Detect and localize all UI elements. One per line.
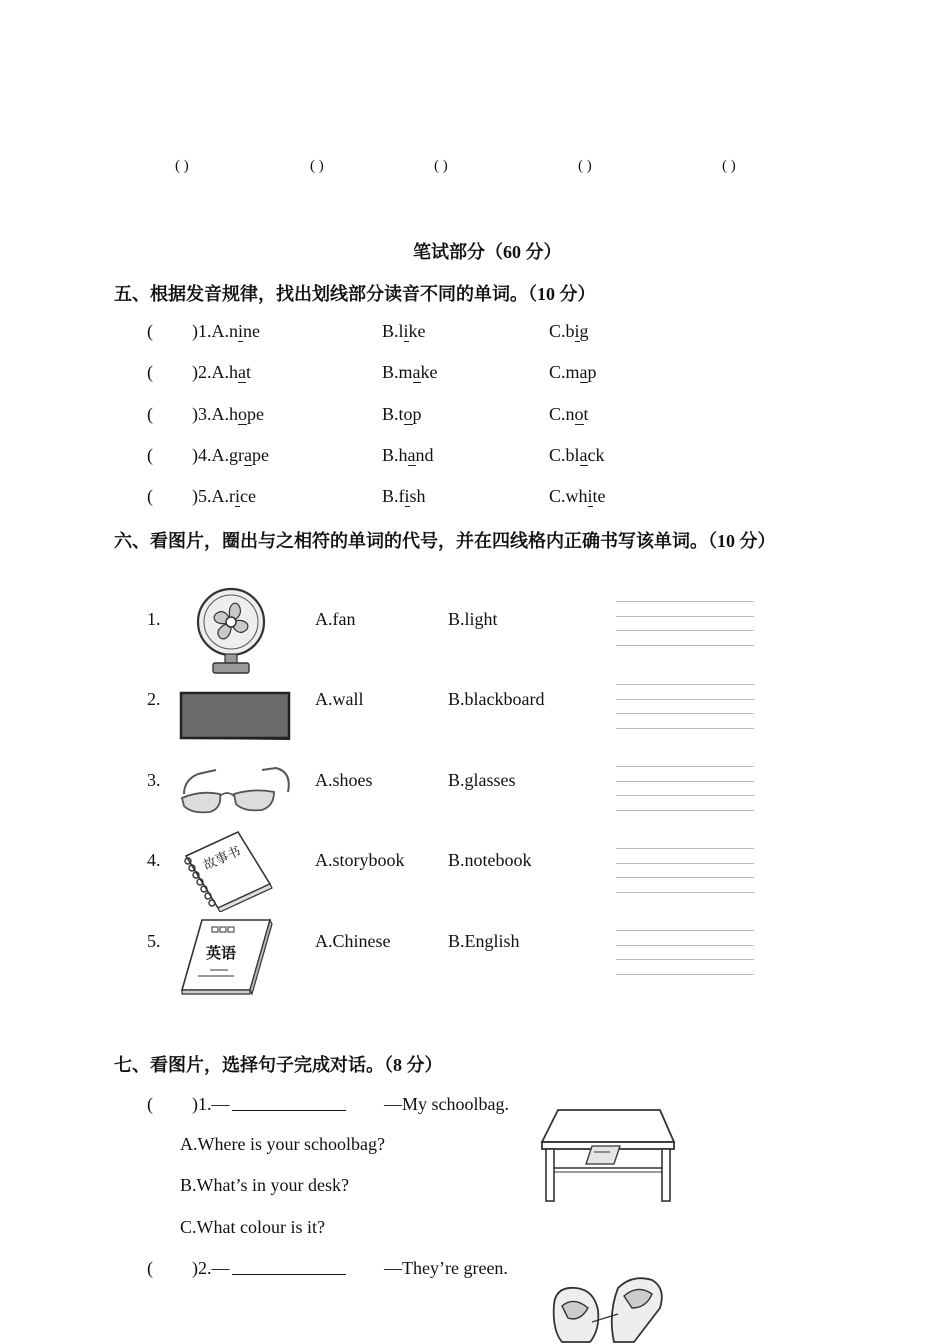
written-part-title: 笔试部分（60 分） bbox=[413, 242, 562, 262]
english-book-cover-text: 英语 bbox=[206, 944, 237, 962]
answer-bracket-4[interactable]: ( ) bbox=[578, 158, 592, 174]
option-b: B.fish bbox=[382, 486, 426, 506]
option-b[interactable]: B.notebook bbox=[448, 850, 532, 870]
option-b: B.top bbox=[382, 404, 422, 424]
four-line-grid[interactable] bbox=[616, 848, 754, 892]
option-a: )1.A.nine bbox=[192, 321, 261, 341]
answer-blank[interactable] bbox=[232, 1258, 346, 1280]
blackboard-picture bbox=[178, 690, 292, 742]
dialogue-response: —My schoolbag. bbox=[384, 1094, 509, 1114]
section6-title: 六、看图片，圈出与之相符的单词的代号，并在四线格内正确书写该单词。（10 分） bbox=[114, 531, 776, 551]
underlined-letter: a bbox=[407, 445, 416, 465]
underlined-letter: i bbox=[404, 486, 410, 506]
option-a: )3.A.hope bbox=[192, 404, 264, 424]
underlined-letter: o bbox=[238, 404, 247, 424]
underlined-letter: i bbox=[403, 321, 409, 341]
answer-paren[interactable]: ( bbox=[147, 404, 153, 424]
answer-bracket-5[interactable]: ( ) bbox=[722, 158, 736, 174]
answer-bracket-1[interactable]: ( ) bbox=[175, 158, 189, 174]
option-a[interactable]: A.Chinese bbox=[315, 931, 391, 951]
four-line-grid[interactable] bbox=[616, 766, 754, 810]
option-a: )2.A.hat bbox=[192, 362, 252, 382]
option-b[interactable]: B.glasses bbox=[448, 770, 516, 790]
glasses-picture bbox=[178, 764, 296, 816]
option-a: )5.A.rice bbox=[192, 486, 256, 506]
item-number: 2. bbox=[147, 689, 161, 709]
answer-paren[interactable]: ( bbox=[147, 486, 153, 506]
option-c: C.white bbox=[549, 486, 606, 506]
dialogue-response: —They’re green. bbox=[384, 1258, 508, 1278]
underlined-letter: a bbox=[244, 445, 252, 465]
answer-paren[interactable]: ( bbox=[147, 1258, 153, 1278]
underlined-letter: o bbox=[574, 404, 584, 424]
underlined-letter: i bbox=[587, 486, 593, 506]
item-number: 5. bbox=[147, 931, 161, 951]
choice-b: B.What’s in your desk? bbox=[180, 1175, 349, 1195]
option-b: B.like bbox=[382, 321, 426, 341]
underlined-letter: i bbox=[235, 486, 241, 506]
section5-title: 五、根据发音规律，找出划线部分读音不同的单词。（10 分） bbox=[114, 284, 596, 304]
underlined-letter: a bbox=[238, 362, 246, 382]
list-item bbox=[147, 321, 153, 342]
option-a[interactable]: A.wall bbox=[315, 689, 364, 709]
storybook-picture bbox=[178, 828, 276, 912]
question-number: )2.— bbox=[192, 1258, 230, 1278]
option-c: C.big bbox=[549, 321, 589, 341]
underlined-letter: a bbox=[579, 445, 588, 465]
four-line-grid[interactable] bbox=[616, 930, 754, 974]
underlined-letter: i bbox=[574, 321, 580, 341]
desk-picture bbox=[538, 1108, 678, 1204]
list-item bbox=[147, 445, 153, 466]
answer-paren[interactable]: ( bbox=[147, 362, 153, 382]
underlined-letter: a bbox=[579, 362, 588, 382]
fan-picture bbox=[195, 586, 269, 676]
choice-c: C.What colour is it? bbox=[180, 1217, 325, 1237]
answer-paren[interactable]: ( bbox=[147, 1094, 153, 1114]
four-line-grid[interactable] bbox=[616, 601, 754, 645]
item-number: 3. bbox=[147, 770, 161, 790]
four-line-grid[interactable] bbox=[616, 684, 754, 728]
list-item bbox=[147, 362, 153, 383]
option-a[interactable]: A.storybook bbox=[315, 850, 405, 870]
answer-bracket-3[interactable]: ( ) bbox=[434, 158, 448, 174]
item-number: 4. bbox=[147, 850, 161, 870]
answer-blank[interactable] bbox=[232, 1094, 346, 1116]
underlined-letter: o bbox=[403, 404, 413, 424]
option-c: C.black bbox=[549, 445, 605, 465]
question-number: )1.— bbox=[192, 1094, 230, 1114]
underlined-letter: a bbox=[412, 362, 421, 382]
english-book-picture bbox=[178, 918, 274, 996]
option-b: B.make bbox=[382, 362, 438, 382]
answer-paren[interactable]: ( bbox=[147, 445, 153, 465]
option-b[interactable]: B.blackboard bbox=[448, 689, 545, 709]
storybook-cover-text: 故事书 bbox=[201, 844, 244, 874]
option-b[interactable]: B.light bbox=[448, 609, 498, 629]
option-c: C.not bbox=[549, 404, 589, 424]
item-number: 1. bbox=[147, 609, 161, 629]
list-item bbox=[147, 486, 153, 507]
option-a: )4.A.grape bbox=[192, 445, 269, 465]
option-c: C.map bbox=[549, 362, 597, 382]
answer-paren[interactable]: ( bbox=[147, 321, 153, 341]
list-item bbox=[147, 404, 153, 425]
underlined-letter: i bbox=[238, 321, 244, 341]
shoes-picture bbox=[548, 1274, 668, 1344]
section7-title: 七、看图片，选择句子完成对话。（8 分） bbox=[114, 1055, 443, 1075]
option-b: B.hand bbox=[382, 445, 434, 465]
option-a[interactable]: A.fan bbox=[315, 609, 356, 629]
option-a[interactable]: A.shoes bbox=[315, 770, 373, 790]
choice-a: A.Where is your schoolbag? bbox=[180, 1134, 385, 1154]
answer-bracket-2[interactable]: ( ) bbox=[310, 158, 324, 174]
option-b[interactable]: B.English bbox=[448, 931, 520, 951]
